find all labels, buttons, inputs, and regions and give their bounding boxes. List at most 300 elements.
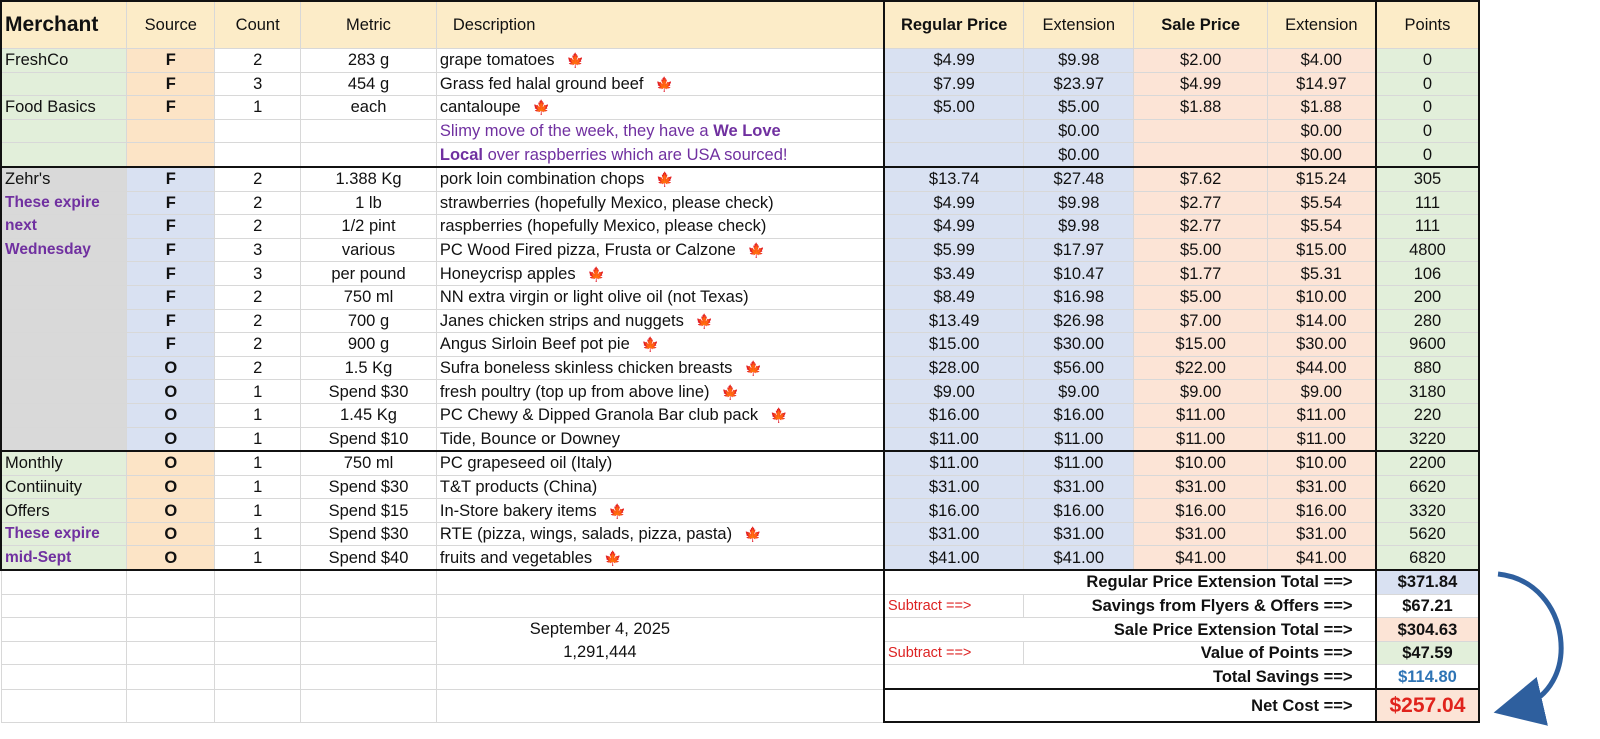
description-text: PC Chewy & Dipped Granola Bar club pack: [439, 406, 759, 425]
sale-price-cell[interactable]: $41.00: [1134, 546, 1268, 570]
empty-cell[interactable]: [1, 641, 127, 665]
count-cell[interactable]: 2: [215, 309, 301, 333]
regular-price-cell[interactable]: $11.00: [884, 451, 1024, 475]
points-cell[interactable]: 3180: [1376, 380, 1480, 404]
sale-extension-cell[interactable]: $0.00: [1268, 143, 1376, 167]
empty-cell[interactable]: [301, 641, 437, 665]
regular-price-cell[interactable]: $9.00: [884, 380, 1024, 404]
metric-cell[interactable]: Spend $30: [301, 475, 437, 499]
source-cell[interactable]: F: [127, 333, 215, 357]
regular-price-cell[interactable]: $4.99: [884, 215, 1024, 239]
metric-cell[interactable]: 454 g: [301, 72, 437, 96]
description-text: raspberries (hopefully Mexico, please check): [439, 217, 767, 236]
source-cell[interactable]: O: [127, 356, 215, 380]
points-cell[interactable]: 0: [1376, 72, 1480, 96]
description-text: Angus Sirloin Beef pot pie: [439, 335, 630, 354]
count-cell[interactable]: 1: [215, 475, 301, 499]
sale-extension-cell[interactable]: $14.97: [1268, 72, 1376, 96]
description-cell[interactable]: [436, 143, 884, 167]
description-cell[interactable]: [436, 119, 884, 143]
empty-cell[interactable]: [301, 594, 437, 618]
empty-cell[interactable]: [127, 570, 215, 594]
empty-cell[interactable]: [215, 618, 301, 642]
count-cell[interactable]: 1: [215, 451, 301, 475]
metric-cell[interactable]: each: [301, 96, 437, 120]
description-cell[interactable]: [436, 238, 884, 262]
header-source[interactable]: Source: [127, 1, 215, 49]
maple-leaf-icon: 🍁: [744, 526, 762, 543]
regular-extension-cell[interactable]: $9.98: [1024, 49, 1134, 73]
count-cell[interactable]: 2: [215, 49, 301, 73]
merchant-cell[interactable]: [1, 143, 127, 167]
metric-cell[interactable]: per pound: [301, 262, 437, 286]
merchant-cell[interactable]: [1, 356, 127, 380]
empty-cell[interactable]: [1, 665, 127, 689]
count-cell[interactable]: 1: [215, 546, 301, 570]
points-cell[interactable]: 305: [1376, 167, 1480, 191]
note-text: Slimy move of the week, they have a: [439, 122, 714, 141]
empty-cell[interactable]: [301, 689, 437, 722]
source-cell[interactable]: F: [127, 96, 215, 120]
description-cell[interactable]: [436, 475, 884, 499]
description-cell[interactable]: [436, 546, 884, 570]
count-cell[interactable]: 3: [215, 72, 301, 96]
points-cell[interactable]: 106: [1376, 262, 1480, 286]
metric-cell[interactable]: various: [301, 238, 437, 262]
regular-price-cell[interactable]: $15.00: [884, 333, 1024, 357]
count-cell[interactable]: 2: [215, 285, 301, 309]
regular-price-cell[interactable]: $28.00: [884, 356, 1024, 380]
savings-value[interactable]: $67.21: [1376, 594, 1480, 618]
header-description[interactable]: Description: [436, 1, 884, 49]
note-text: We Love: [713, 122, 781, 141]
sale-extension-cell[interactable]: $41.00: [1268, 546, 1376, 570]
empty-cell[interactable]: [436, 665, 884, 689]
sale-price-cell[interactable]: $2.77: [1134, 191, 1268, 215]
regular-extension-cell[interactable]: $9.98: [1024, 191, 1134, 215]
sale-price-cell[interactable]: $9.00: [1134, 380, 1268, 404]
merchant-cell[interactable]: Wednesday: [1, 238, 127, 262]
empty-cell: [1479, 262, 1599, 286]
empty-cell[interactable]: [301, 618, 437, 642]
empty-cell: [1479, 285, 1599, 309]
description-cell[interactable]: [436, 49, 884, 73]
source-cell[interactable]: [127, 119, 215, 143]
merchant-cell[interactable]: Food Basics: [1, 96, 127, 120]
sale-extension-cell[interactable]: $0.00: [1268, 119, 1376, 143]
source-cell[interactable]: O: [127, 546, 215, 570]
sale-price-cell[interactable]: $1.77: [1134, 262, 1268, 286]
header-points[interactable]: Points: [1376, 1, 1480, 49]
empty-cell: [1479, 119, 1599, 143]
count-cell[interactable]: 2: [215, 191, 301, 215]
points-cell[interactable]: 6820: [1376, 546, 1480, 570]
header-extension-regular[interactable]: Extension: [1024, 1, 1134, 49]
description-cell[interactable]: [436, 333, 884, 357]
merchant-cell[interactable]: next: [1, 215, 127, 239]
sale-price-cell[interactable]: $31.00: [1134, 475, 1268, 499]
empty-cell: [1479, 522, 1599, 546]
points-cell[interactable]: 111: [1376, 191, 1480, 215]
points-cell[interactable]: 880: [1376, 356, 1480, 380]
header-count[interactable]: Count: [215, 1, 301, 49]
source-cell[interactable]: O: [127, 403, 215, 427]
description-cell[interactable]: [436, 285, 884, 309]
sale-price-cell[interactable]: [1134, 143, 1268, 167]
points-cell[interactable]: 280: [1376, 309, 1480, 333]
table-row: [1, 167, 1599, 191]
regular-price-cell[interactable]: $8.49: [884, 285, 1024, 309]
source-cell[interactable]: F: [127, 215, 215, 239]
header-extension-sale[interactable]: Extension: [1268, 1, 1376, 49]
regular-extension-cell[interactable]: $17.97: [1024, 238, 1134, 262]
regular-extension-cell[interactable]: $11.00: [1024, 451, 1134, 475]
metric-cell[interactable]: Spend $10: [301, 427, 437, 451]
empty-cell[interactable]: [1, 689, 127, 722]
merchant-cell[interactable]: [1, 72, 127, 96]
sale-extension-cell[interactable]: $31.00: [1268, 475, 1376, 499]
metric-cell[interactable]: 1.388 Kg: [301, 167, 437, 191]
source-cell[interactable]: F: [127, 49, 215, 73]
regular-extension-cell[interactable]: $31.00: [1024, 522, 1134, 546]
regular-extension-cell[interactable]: $30.00: [1024, 333, 1134, 357]
empty-cell[interactable]: [436, 594, 884, 618]
points-value-label: Value of Points ==>: [1024, 641, 1376, 665]
sale-extension-cell[interactable]: $16.00: [1268, 499, 1376, 523]
regular-price-cell[interactable]: $7.99: [884, 72, 1024, 96]
empty-cell[interactable]: [127, 641, 215, 665]
merchant-cell[interactable]: [1, 262, 127, 286]
metric-cell[interactable]: 750 ml: [301, 451, 437, 475]
empty-cell[interactable]: [127, 689, 215, 722]
description-cell[interactable]: [436, 403, 884, 427]
merchant-cell[interactable]: [1, 380, 127, 404]
empty-cell[interactable]: [127, 594, 215, 618]
source-cell[interactable]: F: [127, 167, 215, 191]
regular-extension-cell[interactable]: $9.98: [1024, 215, 1134, 239]
description-cell[interactable]: [436, 262, 884, 286]
table-row: [1, 285, 1599, 309]
source-cell[interactable]: O: [127, 451, 215, 475]
metric-cell[interactable]: Spend $30: [301, 380, 437, 404]
description-cell[interactable]: [436, 522, 884, 546]
source-cell[interactable]: F: [127, 262, 215, 286]
sale-total-value[interactable]: $304.63: [1376, 618, 1480, 642]
table-row: [1, 546, 1599, 570]
metric-cell[interactable]: Spend $40: [301, 546, 437, 570]
source-cell[interactable]: O: [127, 475, 215, 499]
regular-extension-cell[interactable]: $0.00: [1024, 143, 1134, 167]
sale-extension-cell[interactable]: $9.00: [1268, 380, 1376, 404]
source-cell[interactable]: F: [127, 72, 215, 96]
header-merchant[interactable]: Merchant: [1, 1, 127, 49]
sale-price-cell[interactable]: [1134, 119, 1268, 143]
maple-leaf-icon: 🍁: [641, 336, 660, 353]
source-cell[interactable]: O: [127, 522, 215, 546]
regular-price-cell[interactable]: $31.00: [884, 475, 1024, 499]
header-metric[interactable]: Metric: [301, 1, 437, 49]
sale-price-cell[interactable]: $15.00: [1134, 333, 1268, 357]
regular-price-cell[interactable]: $16.00: [884, 403, 1024, 427]
sale-extension-cell[interactable]: $10.00: [1268, 451, 1376, 475]
points-cell[interactable]: 3220: [1376, 427, 1480, 451]
note-text: Local: [439, 145, 483, 164]
regular-extension-cell[interactable]: $9.00: [1024, 380, 1134, 404]
sale-price-cell[interactable]: $11.00: [1134, 427, 1268, 451]
empty-cell: [1479, 191, 1599, 215]
description-cell[interactable]: [436, 380, 884, 404]
points-cell[interactable]: 220: [1376, 403, 1480, 427]
count-cell[interactable]: 1: [215, 427, 301, 451]
regular-extension-cell[interactable]: $16.00: [1024, 499, 1134, 523]
sale-price-cell[interactable]: $5.00: [1134, 285, 1268, 309]
merchant-cell[interactable]: Offers: [1, 499, 127, 523]
merchant-cell[interactable]: [1, 285, 127, 309]
metric-cell[interactable]: 700 g: [301, 309, 437, 333]
count-cell[interactable]: 2: [215, 333, 301, 357]
empty-cell: [1479, 96, 1599, 120]
regular-price-cell[interactable]: $31.00: [884, 522, 1024, 546]
sale-price-cell[interactable]: $22.00: [1134, 356, 1268, 380]
table-row: [1, 333, 1599, 357]
regular-total-value[interactable]: $371.84: [1376, 570, 1480, 594]
regular-price-cell[interactable]: $41.00: [884, 546, 1024, 570]
empty-cell[interactable]: [436, 570, 884, 594]
empty-cell[interactable]: [301, 570, 437, 594]
sale-extension-cell[interactable]: $11.00: [1268, 427, 1376, 451]
empty-cell[interactable]: [1, 618, 127, 642]
sale-extension-cell[interactable]: $30.00: [1268, 333, 1376, 357]
points-cell[interactable]: 111: [1376, 215, 1480, 239]
regular-price-cell[interactable]: $16.00: [884, 499, 1024, 523]
maple-leaf-icon: 🍁: [656, 171, 674, 188]
metric-cell[interactable]: 1.5 Kg: [301, 356, 437, 380]
regular-extension-cell[interactable]: $56.00: [1024, 356, 1134, 380]
regular-extension-cell[interactable]: $10.47: [1024, 262, 1134, 286]
metric-cell[interactable]: [301, 143, 437, 167]
description-cell[interactable]: [436, 309, 884, 333]
count-cell[interactable]: 1: [215, 403, 301, 427]
count-cell[interactable]: 1: [215, 499, 301, 523]
empty-cell[interactable]: [215, 641, 301, 665]
points-cell[interactable]: 9600: [1376, 333, 1480, 357]
source-cell[interactable]: O: [127, 499, 215, 523]
table-row: [1, 191, 1599, 215]
metric-cell[interactable]: [301, 119, 437, 143]
header-regular-price[interactable]: Regular Price: [884, 1, 1024, 49]
sale-extension-cell[interactable]: $1.88: [1268, 96, 1376, 120]
description-cell[interactable]: [436, 96, 884, 120]
sale-extension-cell[interactable]: $14.00: [1268, 309, 1376, 333]
merchant-cell[interactable]: [1, 403, 127, 427]
description-cell[interactable]: [436, 356, 884, 380]
sale-price-cell[interactable]: $2.00: [1134, 49, 1268, 73]
merchant-cell[interactable]: [1, 333, 127, 357]
description-cell[interactable]: [436, 451, 884, 475]
description-cell[interactable]: [436, 499, 884, 523]
regular-extension-cell[interactable]: $16.98: [1024, 285, 1134, 309]
points-cell[interactable]: 200: [1376, 285, 1480, 309]
count-cell[interactable]: 3: [215, 238, 301, 262]
source-cell[interactable]: O: [127, 427, 215, 451]
empty-cell[interactable]: [1, 594, 127, 618]
count-cell[interactable]: 2: [215, 215, 301, 239]
sale-price-cell[interactable]: $1.88: [1134, 96, 1268, 120]
sale-extension-cell[interactable]: $11.00: [1268, 403, 1376, 427]
count-cell[interactable]: [215, 119, 301, 143]
empty-cell[interactable]: [215, 570, 301, 594]
merchant-cell[interactable]: [1, 427, 127, 451]
sale-price-cell[interactable]: $4.99: [1134, 72, 1268, 96]
description-cell[interactable]: [436, 191, 884, 215]
sale-price-cell[interactable]: $16.00: [1134, 499, 1268, 523]
maple-leaf-icon: 🍁: [608, 502, 627, 519]
regular-extension-cell[interactable]: $16.00: [1024, 403, 1134, 427]
points-cell[interactable]: 4800: [1376, 238, 1480, 262]
sale-extension-cell[interactable]: $5.31: [1268, 262, 1376, 286]
source-cell[interactable]: F: [127, 191, 215, 215]
sale-extension-cell[interactable]: $5.54: [1268, 215, 1376, 239]
empty-cell[interactable]: [215, 689, 301, 722]
merchant-cell[interactable]: These expire: [1, 522, 127, 546]
empty-cell[interactable]: [301, 665, 437, 689]
merchant-cell[interactable]: Zehr's: [1, 167, 127, 191]
maple-leaf-icon: 🍁: [566, 52, 584, 69]
count-cell[interactable]: 1: [215, 380, 301, 404]
empty-cell[interactable]: [127, 618, 215, 642]
count-cell[interactable]: [215, 143, 301, 167]
regular-extension-cell[interactable]: $11.00: [1024, 427, 1134, 451]
maple-leaf-icon: 🍁: [721, 383, 739, 400]
sale-extension-cell[interactable]: $44.00: [1268, 356, 1376, 380]
merchant-cell[interactable]: Monthly: [1, 451, 127, 475]
source-cell[interactable]: O: [127, 380, 215, 404]
sale-price-cell[interactable]: $11.00: [1134, 403, 1268, 427]
subtract-label-1: Subtract ==>: [884, 594, 1024, 618]
empty-cell: [1479, 451, 1599, 475]
regular-extension-cell[interactable]: $41.00: [1024, 546, 1134, 570]
source-cell[interactable]: [127, 143, 215, 167]
regular-extension-cell[interactable]: $0.00: [1024, 119, 1134, 143]
points-cell[interactable]: 0: [1376, 49, 1480, 73]
maple-leaf-icon: 🍁: [532, 99, 551, 116]
source-cell[interactable]: F: [127, 285, 215, 309]
count-cell[interactable]: 1: [215, 522, 301, 546]
regular-price-cell[interactable]: $3.49: [884, 262, 1024, 286]
metric-cell[interactable]: 283 g: [301, 49, 437, 73]
empty-cell[interactable]: [1, 570, 127, 594]
sale-price-cell[interactable]: $7.00: [1134, 309, 1268, 333]
count-cell[interactable]: 3: [215, 262, 301, 286]
sale-extension-cell[interactable]: $4.00: [1268, 49, 1376, 73]
regular-extension-cell[interactable]: $26.98: [1024, 309, 1134, 333]
regular-price-cell[interactable]: $4.99: [884, 49, 1024, 73]
count-cell[interactable]: 1: [215, 96, 301, 120]
sale-price-cell[interactable]: $2.77: [1134, 215, 1268, 239]
empty-cell[interactable]: [215, 594, 301, 618]
regular-price-cell[interactable]: $13.74: [884, 167, 1024, 191]
maple-leaf-icon: 🍁: [744, 360, 762, 377]
sale-price-cell[interactable]: $7.62: [1134, 167, 1268, 191]
table-row: [1, 143, 1599, 167]
description-text: PC grapeseed oil (Italy): [439, 454, 613, 473]
merchant-cell[interactable]: These expire: [1, 191, 127, 215]
regular-price-cell[interactable]: $13.49: [884, 309, 1024, 333]
description-cell[interactable]: [436, 72, 884, 96]
source-cell[interactable]: F: [127, 309, 215, 333]
sale-extension-cell[interactable]: $31.00: [1268, 522, 1376, 546]
regular-extension-cell[interactable]: $31.00: [1024, 475, 1134, 499]
points-cell[interactable]: 0: [1376, 143, 1480, 167]
merchant-cell[interactable]: mid-Sept: [1, 546, 127, 570]
regular-price-cell[interactable]: $5.99: [884, 238, 1024, 262]
points-value[interactable]: $47.59: [1376, 641, 1480, 665]
merchant-cell[interactable]: Contiinuity: [1, 475, 127, 499]
merchant-cell[interactable]: FreshCo: [1, 49, 127, 73]
source-cell[interactable]: F: [127, 238, 215, 262]
metric-cell[interactable]: Spend $30: [301, 522, 437, 546]
points-cell[interactable]: 0: [1376, 119, 1480, 143]
regular-extension-cell[interactable]: $23.97: [1024, 72, 1134, 96]
metric-cell[interactable]: Spend $15: [301, 499, 437, 523]
points-cell[interactable]: 2200: [1376, 451, 1480, 475]
metric-cell[interactable]: 900 g: [301, 333, 437, 357]
regular-price-cell[interactable]: $5.00: [884, 96, 1024, 120]
regular-extension-cell[interactable]: $5.00: [1024, 96, 1134, 120]
sale-price-cell[interactable]: $10.00: [1134, 451, 1268, 475]
merchant-cell[interactable]: [1, 309, 127, 333]
sale-extension-cell[interactable]: $10.00: [1268, 285, 1376, 309]
description-text: Honeycrisp apples: [439, 264, 576, 283]
empty-cell: [1479, 427, 1599, 451]
points-cell[interactable]: 0: [1376, 96, 1480, 120]
points-cell[interactable]: 6620: [1376, 475, 1480, 499]
regular-price-cell[interactable]: [884, 143, 1024, 167]
description-cell[interactable]: [436, 427, 884, 451]
empty-cell[interactable]: [127, 665, 215, 689]
metric-cell[interactable]: 1.45 Kg: [301, 403, 437, 427]
regular-price-cell[interactable]: $4.99: [884, 191, 1024, 215]
sale-price-cell[interactable]: $5.00: [1134, 238, 1268, 262]
description-cell[interactable]: [436, 167, 884, 191]
empty-cell[interactable]: [436, 689, 884, 722]
report-date: September 4, 2025: [529, 620, 671, 639]
sale-extension-cell[interactable]: $15.24: [1268, 167, 1376, 191]
metric-cell[interactable]: 1/2 pint: [301, 215, 437, 239]
sale-extension-cell[interactable]: $5.54: [1268, 191, 1376, 215]
points-cell[interactable]: 3320: [1376, 499, 1480, 523]
metric-cell[interactable]: 750 ml: [301, 285, 437, 309]
sale-extension-cell[interactable]: $15.00: [1268, 238, 1376, 262]
count-cell[interactable]: 2: [215, 167, 301, 191]
description-cell[interactable]: [436, 215, 884, 239]
description-text: In-Store bakery items: [439, 501, 597, 520]
total-savings-value[interactable]: $114.80: [1376, 665, 1480, 689]
net-cost-value[interactable]: $257.04: [1376, 689, 1480, 722]
empty-cell[interactable]: [1479, 1, 1599, 49]
maple-leaf-icon: 🍁: [655, 75, 673, 92]
regular-price-cell[interactable]: [884, 119, 1024, 143]
points-cell[interactable]: 5620: [1376, 522, 1480, 546]
sale-price-cell[interactable]: $31.00: [1134, 522, 1268, 546]
regular-price-cell[interactable]: $11.00: [884, 427, 1024, 451]
count-cell[interactable]: 2: [215, 356, 301, 380]
empty-cell[interactable]: [215, 665, 301, 689]
regular-extension-cell[interactable]: $27.48: [1024, 167, 1134, 191]
metric-cell[interactable]: 1 lb: [301, 191, 437, 215]
merchant-cell[interactable]: [1, 119, 127, 143]
header-sale-price[interactable]: Sale Price: [1134, 1, 1268, 49]
